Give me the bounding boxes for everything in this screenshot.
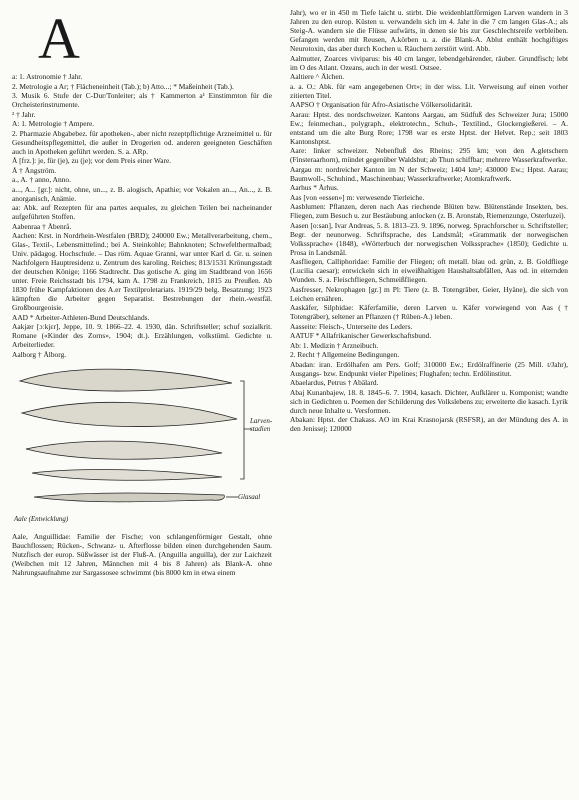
dictionary-entry: Aasfliegen, Calliphoridae: Familie der Fliegen; oft metall. blau od. grün, z. B. Goldfliege (Lucilia caesar); entwickeln sich in eiweißhaltigen Haushaltsabfällen, Aas od. in eiternden Wunden. S. a. Fleischfliegen, Schmeißfliegen. [290,257,568,284]
dictionary-entry: a: 1. Astronomie † Jahr. [12,72,83,81]
dictionary-entry: Aasen [o:san], Ivar Andreas, 5. 8. 1813–23. 9. 1896, norweg. Sprachforscher u. Schriftsteller; Begr. der neunorweg. Schriftsprache, des Landsmål; «Grammatik der norwegischen Volkssprache» (1848), «Wörterbuch der norwegischen Volkssprache» (1850); Gedichte u. Prosa in Landsmål. [290,220,568,257]
eel-larva-4 [32,469,222,480]
dictionary-entry: a..., A... [gr.]: nicht, ohne, un..., z. B. alogisch, Apathie; vor Vokalen an..., An..., z. B. anorganisch, Anämie. [12,184,272,203]
dictionary-entry: aa: Abk. auf Rezepten für ana partes aequales, zu gleichen Teilen bei nacheinander aufgeführten Stoffen. [12,203,272,221]
dictionary-entry: Aaskäfer, Silphidae: Käferfamilie, deren Larven u. Käfer vorwiegend von Aas († Totengräber), seltener an Pflanzen († Rüben-A.) leben. [290,303,568,321]
dictionary-entry: Aare: linker schweizer. Nebenfluß des Rheins; 295 km; von den A.gletschern (Finsteraarhorn), mündet gegenüber Waldshut; ab Thun schiffbar; mehrere Wasserkraftwerke. [290,146,568,164]
dictionary-entry: Abaj Kunanbajew, 18. 8. 1845–6. 7. 1904, kasach. Dichter, Aufklärer u. Komponist; wandte sich in Gedichten u. Poemen der Schilderung des Volkslebens zu; erweiterte die kasach. Lyrik durch neue Inhalte u. Versformen. [290,387,568,415]
dictionary-entry: Ab: 1. Medizin † Arzneibuch. [290,340,379,350]
dictionary-entry: AAD * Arbeiter-Athleten-Bund Deutschlands. [12,312,150,322]
dictionary-entry: 2. Metrologie a Ar; † Flächeneinheit (Tab.); b) Atto...; * Maßeinheit (Tab.). [12,81,234,91]
eel-larva-1 [20,369,232,391]
dictionary-entry: Abakan: Hptst. der Chakass. AO im Krai Krasnojarsk (RSFSR), an der Mündung des A. in den Jenissej; 120000 [290,415,568,433]
figure-caption: Aale (Entwicklung) [14,514,69,523]
dictionary-entry: Aakjær [ɔːkjɛr], Jeppe, 10. 9. 1866–22. 4. 1930, dän. Schriftsteller; schuf sozialkrit. Romane («Kinder des Zorns», 1904; dt.). Erzählungen, volkstüml. Gedichte u. Arbeiterlieder. [12,322,272,349]
dictionary-entry: a., A. † anno, Anno. [12,175,71,184]
right-column [290,8,568,434]
left-entries-after [12,532,272,577]
dictionary-entry: a. a. O.: Abk. für «am angegebenen Ort»; in der wiss. Lit. Verweisung auf einen vorher zitierten Titel. [290,81,568,100]
dictionary-entry: Aarhus * Århus. [290,183,339,192]
eel-figure [12,361,272,529]
dictionary-entry: Jahr), wo er in 450 m Tiefe laicht u. stirbt. Die weidenblattförmigen Larven wandern in 3 Jahren zu den europ. Küsten u. verwandeln sich im 4. Jahr in die 7 cm langen Glas-A.; als Steig-A. wandern sie die Flüsse aufwärts, in denen sie bis zur Geschlechtsreife verbleiben. Gefangen werden mit Reusen, A.körben u. a. die Blank-A. Ablut enthält hochgiftiges Neurotoxin, das aber durch Kochen u. Räuchern zerstört wird. Abb. [290,8,568,53]
dictionary-entry: Aarau: Hptst. des nordschweizer. Kantons Aargau, am Südfuß des Schweizer Jura; 15000 Ew.; feinmechan., polygraph., elektrotechn., Schuh-, Textilind., Glockengießerei. – A. entstand um die alte Burg Rore; 1798 war es erste Hptst. der Helvet. Rep.; seit 1803 Kantonshptst. [290,109,568,146]
dictionary-entry: Abadan: iran. Erdölhafen am Pers. Golf; 310000 Ew.; Erdölraffinerie (25 Mill. t/Jahr), Ausgangs- bzw. Endpunkt vieler Pipelines; Flughafen; techn. Erdölinstitut. [290,359,568,378]
eel-illustration [12,361,272,529]
dictionary-entry: Aasseite: Fleisch-, Unterseite des Leders. [290,321,413,331]
dictionary-entry: Aachen: Krst. in Nordrhein-Westfalen (BRD); 240000 Ew.; Metallverarbeitung, chem., Glas-, Textil-, Lebensmittelind.; bei A. Steinkohle; Bahnknoten; Schwefelthermalbad; Univ. pädagog. Hochschule. – Das röm. Aquae Granni, war unter Karl d. Gr. u. seinen Nachfolgern Hauptresidenz u. Zentrum des karoling. Reiches; 813/1531 Krönungsstadt der deutschen Könige; 1166 Stadtrecht. Das gotische A. ging im Stadtbrand von 1656 unter. Freie Reichsstadt bis 1794, kam A. 1798 zu Frankreich, 1815 zu Preußen. Ab 1830 frühe Kampfaktionen des A.er Textilproletariats. 1919/29 belg. Besatzung; 1923 kämpften die Arbeiter gegen Separatist. Bestrebungen der rhein.-westfäl. Großbourgeoisie. [12,231,272,312]
dictionary-entry: Aalborg † Ålborg. [12,349,67,359]
section-letter: A [38,6,80,71]
dictionary-entry: Aasblumen: Pflanzen, deren nach Aas riechende Blüten bzw. Blütenstände Insekten, bes. Fliegen, zum Besuch u. zur Bestäubung anlocken (z. B. Aronstab, Riemenzunge, Osterluzei). [290,202,568,220]
dictionary-entry: Abaelardus, Petrus † Abälard. [290,378,379,387]
dictionary-entry: 2. Recht † Allgemeine Bedingungen. [290,350,400,359]
glasaal-label: Glasaal [238,492,261,501]
dictionary-entry: Å † Ångström. [12,165,57,175]
larvae-label: Larven-stadien [250,416,273,433]
dictionary-entry: 3. Musik 6. Stufe der C-Dur/Tonleiter; als † Kammerton a¹ Einstimmton für die Orcheisterinstrumente. [12,91,272,109]
dictionary-entry: Aale, Anguillidae: Familie der Fische; von schlangenförmiger Gestalt, ohne Bauchflossen; Rücken-, Schwanz- u. Afterflosse bilden einen durchgehenden Saum. Nutzfisch der europ. Süßwässer ist der Fluß-A. (Anguilla anguilla), der zur Laichzeit (Weibchen mit 12 Jahren, Männchen mit 4 bis 8 Jahren) als Blank-A. ohne Nahrungsaufnahme zur Sargassosee schwimmt (bis 8000 km in etwa einem [12,531,272,577]
dictionary-entry: A: 1. Metrologie † Ampere. [12,119,95,128]
left-column [12,72,272,577]
dictionary-entry: Aabenraa † Åbenrå. [12,221,72,231]
dictionary-entry: Aas [von «essen»] m: verwesende Tierleiche. [290,192,425,202]
dictionary-entry: Aaltiere ^ Älchen. [290,72,345,81]
dictionary-entry: 2. Pharmazie Abgabebez. für apotheken-, aber nicht rezeptpflichtige Arzneimittel u. für Gesundheitspflegemittel, die außer in Drogerien od. anderen geeigneten Geschäften auch in Apotheken geführt werden. S. a. ARp. [12,128,272,156]
dictionary-entry: Aargau m: nordreicher Kanton im N der Schweiz; 1404 km²; 430000 Ew.; Hptst. Aarau; Baumwoll-, Schuhind., Maschinenbau; Wasserkraftwerke; Atomkraftwerk. [290,164,568,183]
dictionary-entry: Å [frz.]: je, für (je), zu (je); vor dem Preis einer Ware. [12,156,172,165]
eel-larva-3 [26,441,222,459]
right-entries [290,8,568,433]
dictionary-entry: AAPSO † Organisation für Afro-Asiatische Völkersolidarität. [290,100,473,109]
dictionary-entry: Aasfresser, Nekrophagen [gr.] m Pl: Tiere (z. B. Totengräber, Geier, Hyäne), die sich von Leichen ernähren. [290,284,568,303]
left-entries [12,72,272,359]
dictionary-entry: Aalmutter, Zoarces viviparus: bis 40 cm langer, lebendgebärender, räuber. Grundfisch; lebt im O des Atlant. Ozeans, auch in der westl. Ostsee. [290,53,568,72]
dictionary-entry: ² † Jahr. [12,109,36,119]
dictionary-entry: AATUF * Allafrikanischer Gewerkschaftsbund. [290,331,432,340]
eel-larva-2 [22,402,237,426]
glasaal [34,493,224,502]
